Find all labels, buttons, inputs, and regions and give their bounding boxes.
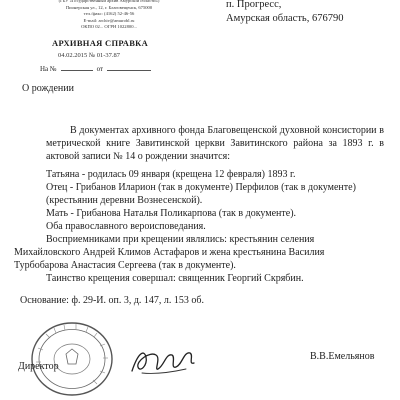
body-line: Татьяна - родилась 09 января (крещена 12 февраля) 1893 г. bbox=[46, 169, 296, 180]
letterhead-line: тел./факс: (4162) 52-46-56 bbox=[83, 11, 135, 17]
body-line: Турбобарова Анастасия Сергеева (так в документе). bbox=[14, 260, 236, 271]
reference-blank bbox=[61, 63, 93, 71]
director-title: Директор bbox=[18, 361, 59, 372]
handwritten-signature-icon bbox=[128, 343, 198, 379]
certificate-body bbox=[14, 124, 386, 285]
addressee-line: п. Прогресс, bbox=[226, 0, 282, 10]
letterhead-line: ОКПО 02... ОГРН 1022800... bbox=[81, 24, 137, 30]
body-line: Таинство крещения совершал: священник Георгий Скрябин. bbox=[46, 273, 304, 284]
addressee-block bbox=[226, 0, 343, 26]
date-blank bbox=[107, 63, 151, 71]
document-title: АРХИВНАЯ СПРАВКА bbox=[52, 38, 149, 48]
reference-middle: от bbox=[96, 65, 104, 73]
body-line: Михайловского Андрей Климов Астафаров и жена крестьянина Василия bbox=[14, 247, 325, 258]
subject-line: О рождении bbox=[22, 83, 74, 94]
body-intro: В документах архивного фонда Благовещенской духовной консистории в метрической книге Завитинской церкви Завитинского района за 1893 г. в актовой записи № 14 о рождении значится: bbox=[46, 125, 384, 162]
body-line: Восприемниками при крещении являлись: крестьянин селения bbox=[46, 234, 315, 245]
body-line: Мать - Грибанова Наталья Поликарпова (так в документе). bbox=[46, 208, 297, 219]
letterhead-line: Пионерская ул., 12, г. Благовещенск, 675000 bbox=[65, 4, 153, 10]
body-line: Оба православного вероисповедания. bbox=[46, 221, 206, 232]
letterhead bbox=[24, 0, 194, 31]
body-line: (крестьянин деревни Вознесенской). bbox=[46, 195, 203, 206]
addressee-line: Амурская область, 676790 bbox=[226, 13, 344, 24]
reference-prefix: На № bbox=[40, 65, 57, 73]
signer-name: В.В.Емельянов bbox=[310, 351, 375, 362]
letterhead-line: (ГБУ «Государственный архив Амурской области») bbox=[58, 0, 160, 3]
official-seal-icon bbox=[26, 318, 116, 400]
body-line: Отец - Грибанов Иларион (так в документе) Перфилов (так в документе) bbox=[46, 182, 356, 193]
reference-number-line bbox=[40, 63, 155, 73]
document-date-number: 04.02.2015 № 01-37.87 bbox=[58, 52, 120, 59]
letterhead-line: E-mail: archiv@amurobl.ru bbox=[83, 17, 135, 23]
basis-reference: Основание: ф. 29-И. оп. 3, д. 147, л. 153 об. bbox=[20, 295, 205, 306]
